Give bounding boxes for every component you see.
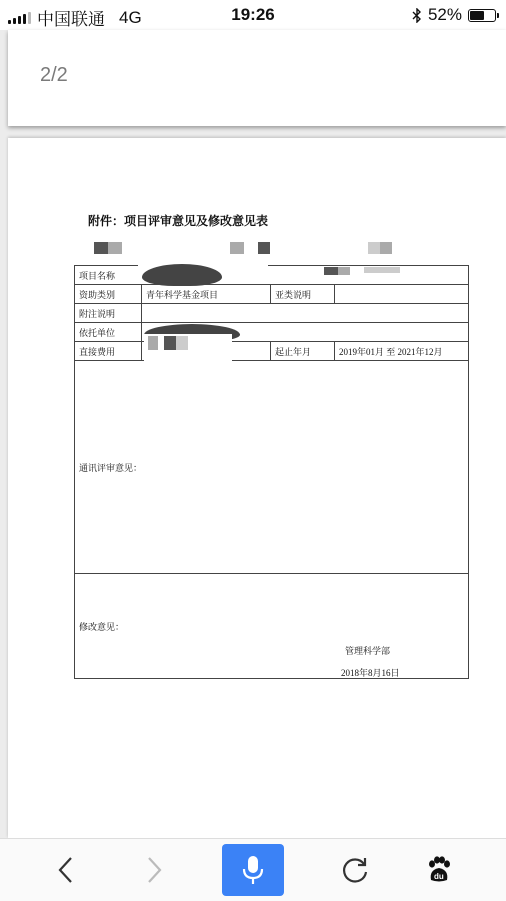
redaction-block: [364, 267, 400, 273]
label-subcategory: 亚类说明: [271, 285, 335, 304]
back-button[interactable]: [40, 839, 90, 901]
signature-date: 2018年8月16日: [341, 668, 400, 678]
bottom-toolbar: [0, 838, 506, 901]
svg-text:du: du: [434, 872, 444, 881]
clock: 19:26: [231, 5, 275, 24]
label-project-name: 项目名称: [75, 266, 142, 285]
network-type: 4G: [119, 7, 142, 27]
refresh-button[interactable]: [330, 839, 380, 901]
label-direct-cost: 直接费用: [75, 342, 142, 361]
redaction-block: [380, 242, 392, 254]
redaction-block: [368, 242, 380, 254]
revision-comments-cell: 修改意见： 管理科学部 2018年8月16日: [75, 574, 469, 679]
refresh-icon: [341, 856, 369, 884]
previous-page: [8, 30, 506, 126]
funding-type-value: 青年科学基金项目: [142, 285, 271, 304]
label-institution: 依托单位: [75, 323, 142, 342]
period-value: 2019年01月 至 2021年12月: [335, 342, 469, 361]
baidu-paw-icon: [425, 856, 453, 884]
review-comments-cell: 通讯评审意见：: [75, 361, 469, 574]
status-right: [412, 5, 496, 25]
note-value: [142, 304, 469, 323]
forward-button[interactable]: [130, 839, 180, 901]
forward-icon: [147, 856, 163, 884]
redaction-block: [258, 242, 270, 254]
redaction-block: [338, 267, 350, 275]
bluetooth-icon: [412, 8, 422, 23]
microphone-icon: [242, 855, 264, 885]
label-period: 起止年月: [271, 342, 335, 361]
page-indicator: 2/2: [40, 64, 68, 86]
signature-department: 管理科学部: [345, 646, 391, 656]
back-icon: [57, 856, 73, 884]
redaction-block: [94, 242, 108, 254]
redaction-blob: [142, 264, 222, 286]
subcategory-value: [335, 285, 469, 304]
status-bar: [0, 0, 506, 30]
review-form-table: [74, 265, 469, 679]
redaction-block: [108, 242, 122, 254]
redaction-block: [324, 267, 338, 275]
carrier-name: 中国联通: [37, 10, 105, 29]
redaction-block: [230, 242, 244, 254]
redaction-block: [164, 336, 176, 350]
label-funding-type: 资助类别: [75, 285, 142, 304]
baidu-button[interactable]: [414, 839, 464, 901]
document-title: 附件：项目评审意见及修改意见表: [88, 214, 269, 228]
redaction-block: [176, 336, 188, 350]
battery-icon: [468, 9, 496, 22]
voice-search-button[interactable]: [222, 844, 284, 896]
label-note: 附注说明: [75, 304, 142, 323]
battery-percent: 52%: [427, 5, 462, 24]
document-page: [8, 138, 506, 838]
redaction-block: [148, 336, 158, 350]
battery-fill: [470, 11, 484, 20]
